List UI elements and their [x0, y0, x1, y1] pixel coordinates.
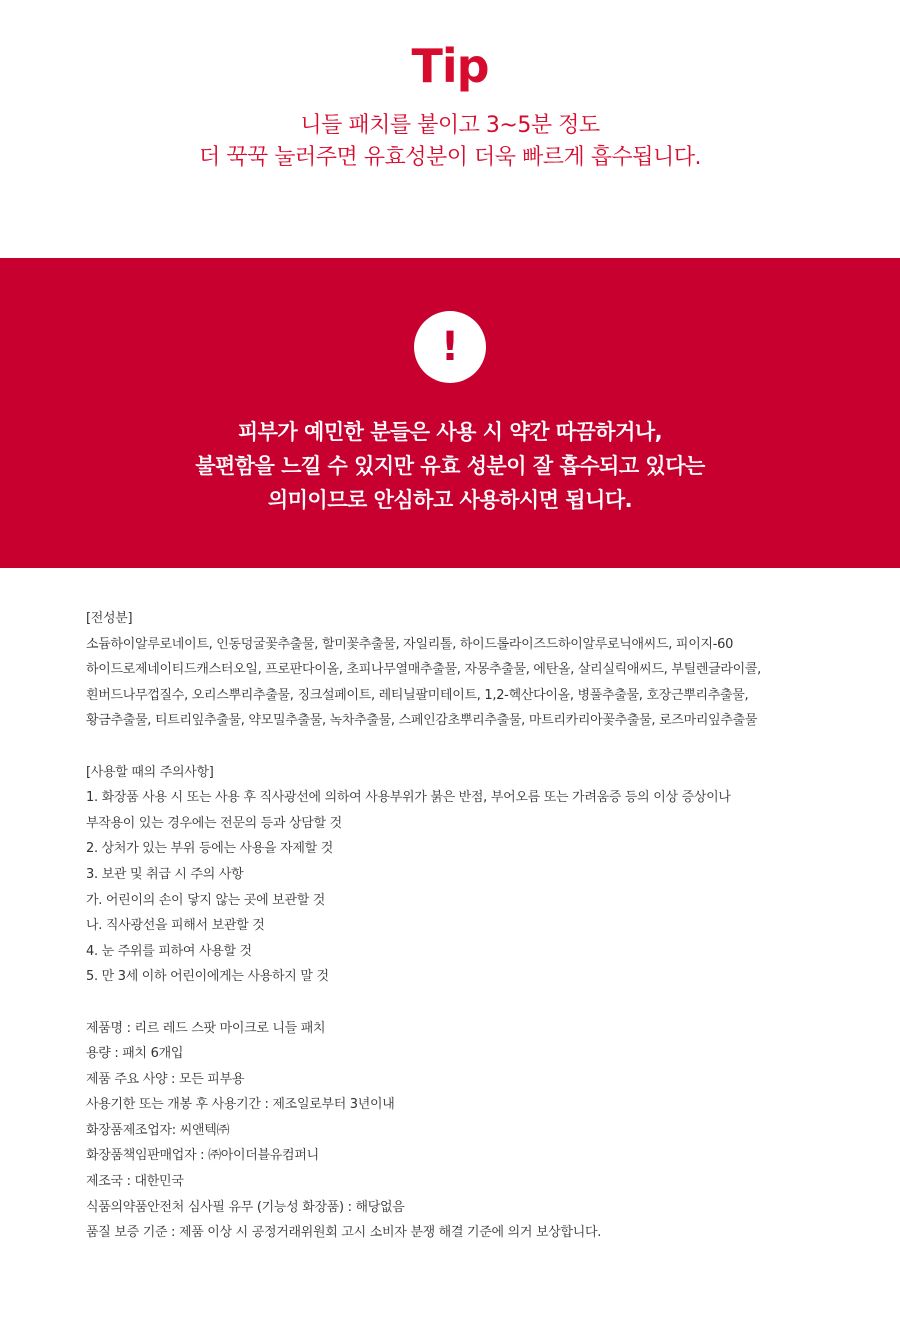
- tip-section: [0, 0, 900, 258]
- product-name: 제품명 : 리르 레드 스팟 마이크로 니들 패치: [86, 1020, 326, 1036]
- caution-line: 1. 화장품 사용 시 또는 사용 후 직사광선에 의하여 사용부위가 붉은 반점, 부어오름 또는 가려움증 등의 이상 증상이나: [86, 790, 731, 806]
- ingredients-line: 황금추출물, 티트리잎추출물, 약모밀추출물, 녹차추출물, 스페인감초뿌리추출물, 마트리카리아꽃추출물, 로즈마리잎추출물: [86, 713, 758, 729]
- product-warranty: 품질 보증 기준 : 제품 이상 시 공정거래위원회 고시 소비자 분쟁 해결 기준에 의거 보상합니다.: [86, 1225, 602, 1241]
- ingredients-heading: [전성분]: [86, 611, 133, 626]
- cautions-heading: [사용할 때의 주의사항]: [86, 764, 214, 780]
- product-spec: 제품 주요 사양 : 모든 피부용: [86, 1071, 245, 1087]
- warning-text: [0, 415, 900, 517]
- product-manufacturer: 화장품제조업자: 씨앤텍㈜: [86, 1122, 230, 1138]
- warning-line: 불편함을 느낄 수 있지만 유효 성분이 잘 흡수되고 있다는: [195, 454, 705, 478]
- product-origin: 제조국 : 대한민국: [86, 1174, 184, 1190]
- product-expiry: 사용기한 또는 개봉 후 사용기간 : 제조일로부터 3년이내: [86, 1097, 395, 1113]
- spacer: [86, 734, 846, 760]
- caution-line: 가. 어린이의 손이 닿지 않는 곳에 보관할 것: [86, 892, 326, 908]
- spacer: [86, 990, 846, 1016]
- exclamation-icon: !: [414, 311, 486, 383]
- tip-title: Tip: [411, 39, 489, 93]
- warning-line: 피부가 예민한 분들은 사용 시 약간 따끔하거나,: [237, 420, 663, 444]
- ingredients-line: 하이드로제네이티드캐스터오일, 프로판다이올, 초피나무열매추출물, 자몽추출물, 에탄올, 살리실릭애씨드, 부틸렌글라이콜,: [86, 662, 761, 678]
- caution-line: 부작용이 있는 경우에는 전문의 등과 상담할 것: [86, 815, 342, 831]
- product-mfds-review: 식품의약품안전처 심사필 유무 (기능성 화장품) : 해당없음: [86, 1199, 405, 1215]
- ingredients-line: 소듐하이알루로네이트, 인동덩굴꽃추출물, 할미꽃추출물, 자일리톨, 하이드롤라이즈드하이알루로닉애씨드, 피이지-60: [86, 636, 734, 652]
- ingredients-line: 흰버드나무껍질수, 오리스뿌리추출물, 징크설페이트, 레티닐팔미테이트, 1,2-헥산다이올, 병풀추출물, 호장근뿌리추출물,: [86, 687, 749, 703]
- caution-line: 나. 직사광선을 피해서 보관할 것: [86, 918, 265, 934]
- warning-line: 의미이므로 안심하고 사용하시면 됩니다.: [267, 488, 633, 512]
- caution-line: 5. 만 3세 이하 어린이에게는 사용하지 말 것: [86, 969, 329, 985]
- caution-line: 2. 상처가 있는 부위 등에는 사용을 자제할 것: [86, 841, 334, 857]
- tip-line: 더 꾹꾹 눌러주면 유효성분이 더욱 빠르게 흡수됩니다.: [199, 145, 701, 170]
- product-details: [86, 606, 846, 1246]
- product-volume: 용량 : 패치 6개입: [86, 1046, 184, 1062]
- product-seller: 화장품책임판매업자 : ㈜아이더블유컴퍼니: [86, 1148, 319, 1164]
- tip-line: 니들 패치를 붙이고 3~5분 정도: [300, 113, 600, 138]
- warning-banner: [0, 258, 900, 568]
- caution-line: 4. 눈 주위를 피하여 사용할 것: [86, 943, 252, 959]
- tip-description: [0, 110, 900, 174]
- caution-line: 3. 보관 및 취급 시 주의 사항: [86, 866, 244, 882]
